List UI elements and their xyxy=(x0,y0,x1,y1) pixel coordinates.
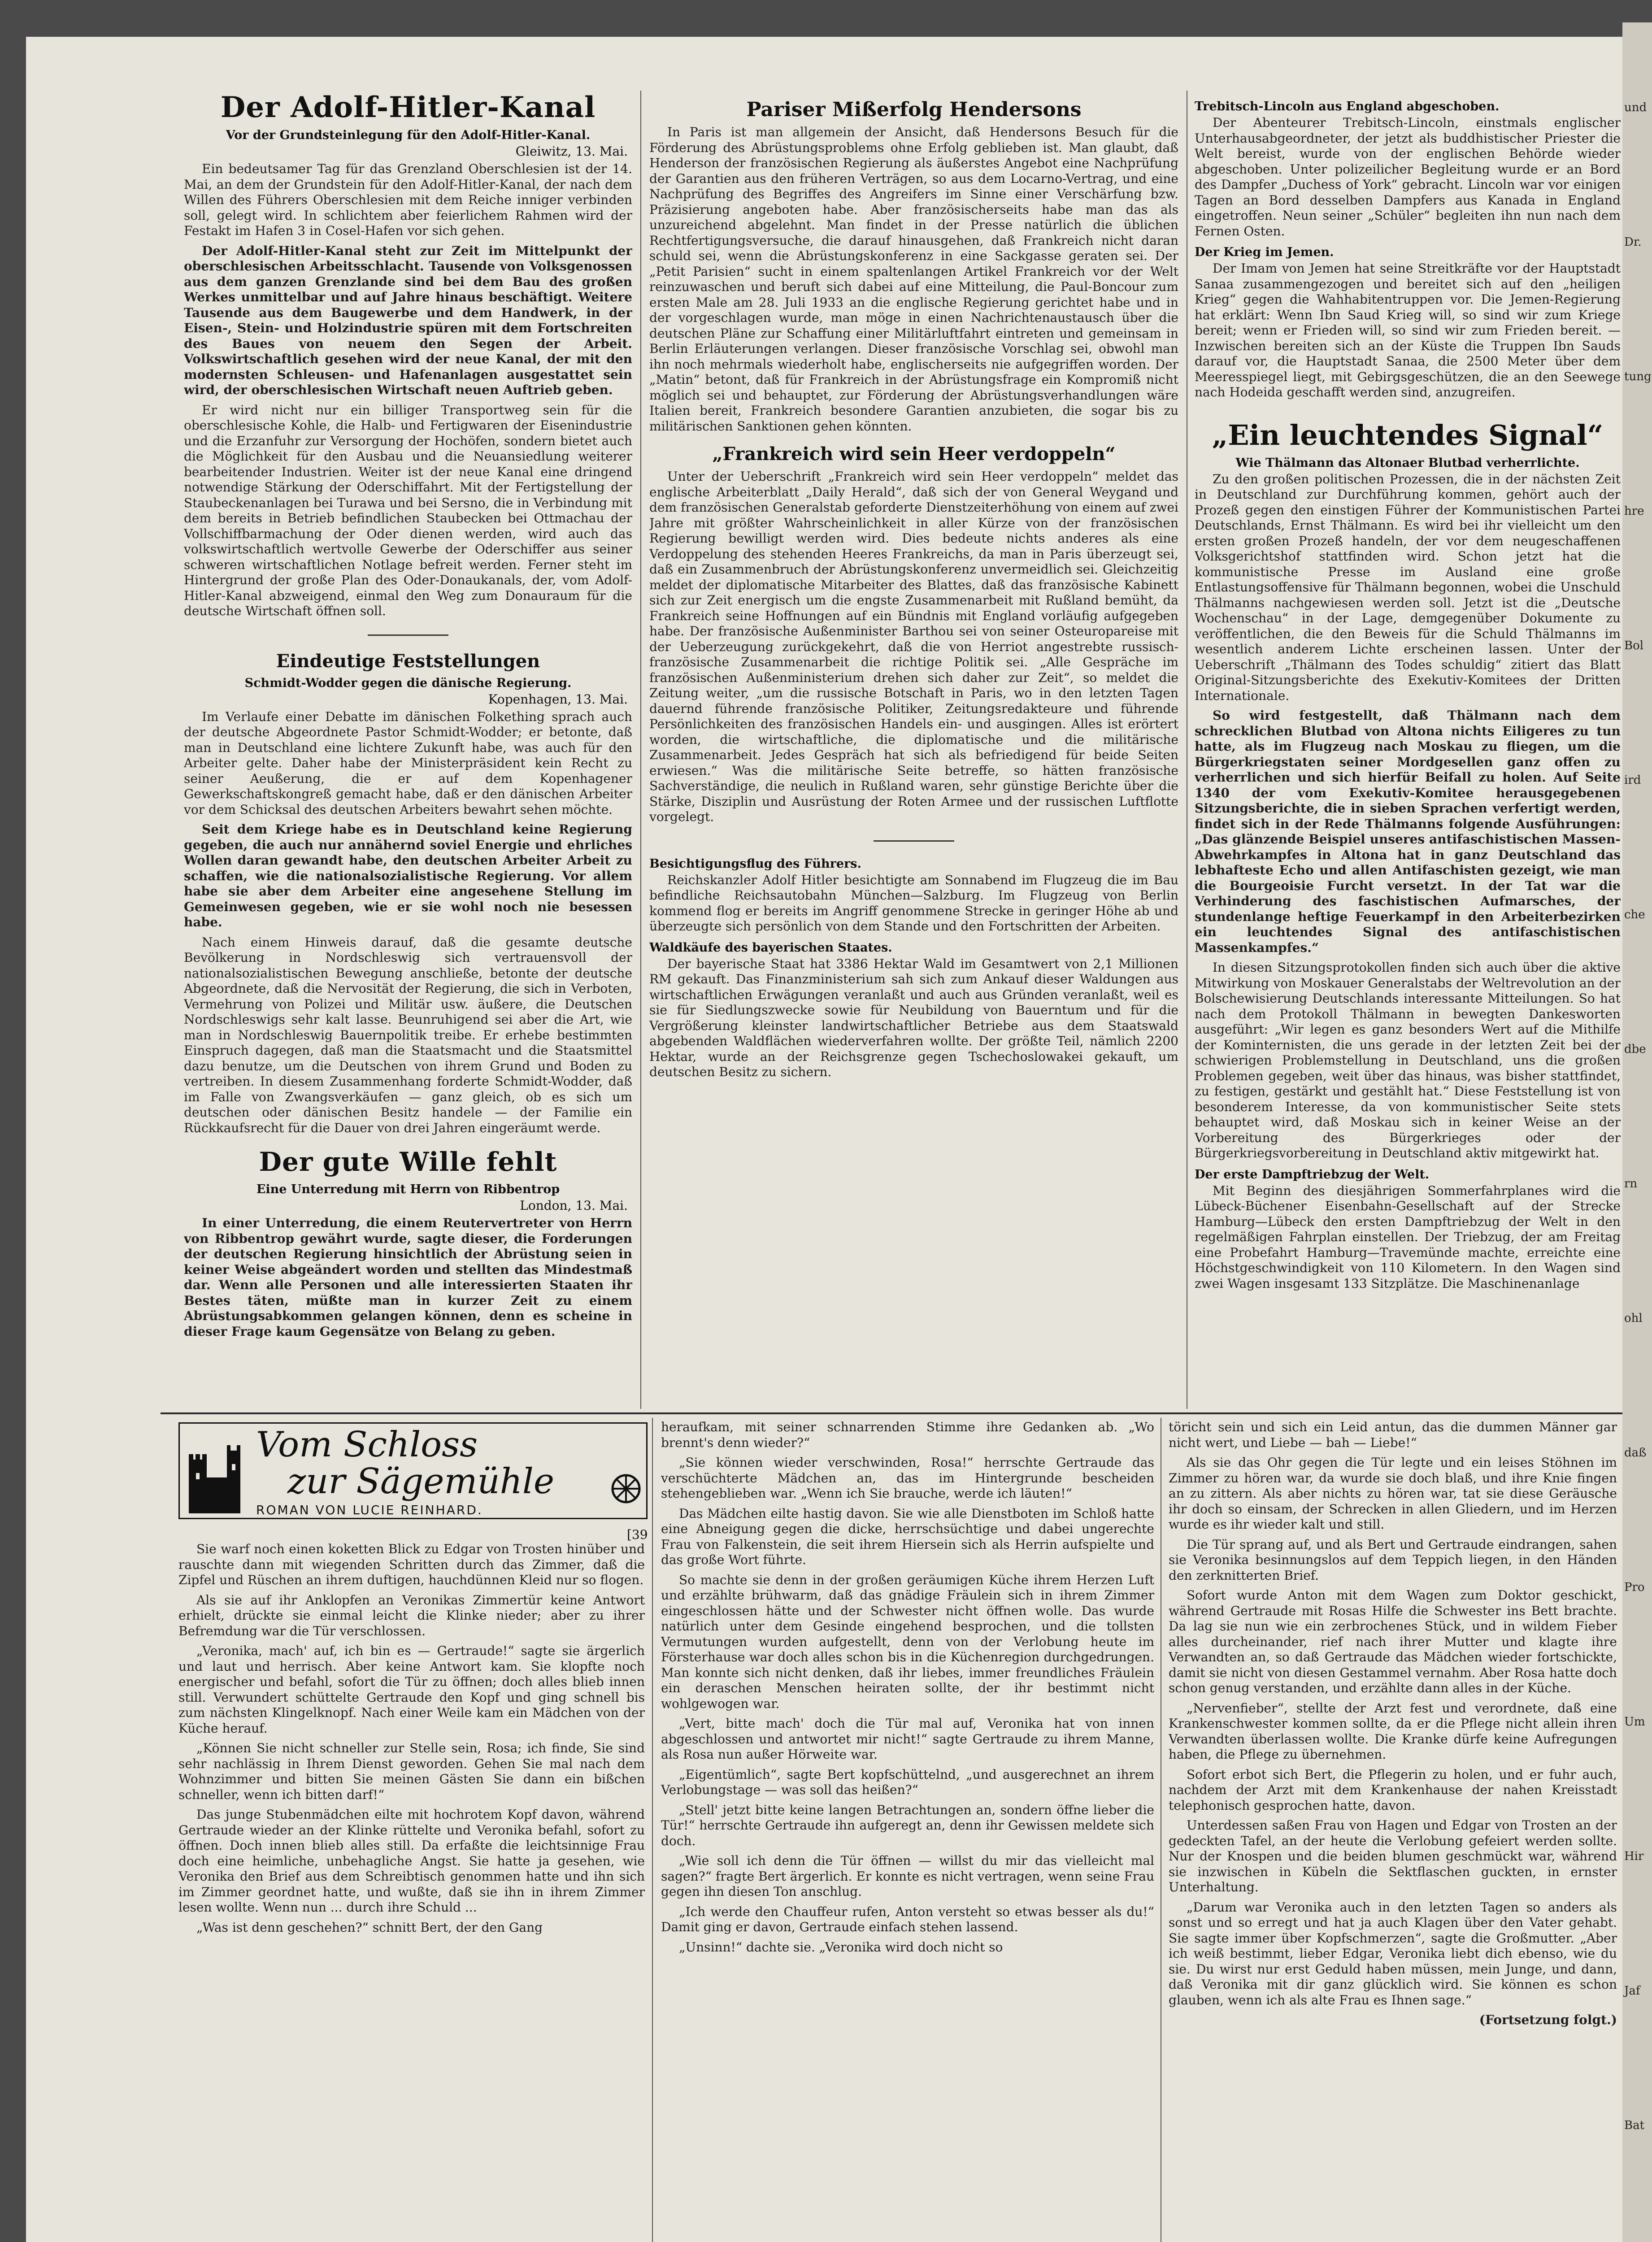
adjacent-page-fragment: Pro xyxy=(1624,1581,1645,1594)
paragraph: In Paris ist man allgemein der Ansicht, daß Hendersons Besuch für die Förderung des Abrüstungsproblems ohne Erfolg geblieben ist. Man glaubt, daß Henderson der französischen Regierung als äußerstes Angebot eine Nachprüfung der Garantien aus den früheren Verträgen, so aus dem Locarno-Vertrag, und eine Nachprüfung des Begriffes des Angreifers im Sinne einer Verschärfung bzw. Präzisierung angeboten habe. Aber französischerseits habe man das als unzureichend abgelehnt. Man findet in der Presse natürlich die üblichen Rechtfertigungsversuche, die darauf hinausgehen, daß Frankreich nicht daran schuld sei, wenn die Abrüstungskonferenz in eine Sackgasse geraten sei. Der „Petit Parisien“ sucht in einem spaltenlangen Artikel Frankreich vor der Welt reinzuwaschen und beruft sich dabei auf eine Mitteilung, die Paul-Boncour zum ersten Male am 28. Juli 1933 an die englische Regierung gerichtet habe und in der vorgeschlagen wurde, man möge in einen Nachrichtenaustausch über die deutschen Pläne zur Schaffung einer Militärluftfahrt eintreten und gemeinsam in Berlin Erläuterungen verlangen. Dieser französische Vorschlag sei, obwohl man ihn noch mehrmals wiederholt habe, englischerseits nie aufgegriffen worden. Der „Matin“ betont, daß für Frankreich in der Abrüstungsfrage ein Kompromiß nicht möglich sei und behauptet, zur Förderung der Abrüstungsverhandlungen wäre Italien bereit, Frankreich besondere Garantien anzubieten, die sogar bis zu militärischen Sanktionen gehen könnten. xyxy=(649,125,1178,434)
novel-paragraph: „Nervenfieber“, stellte der Arzt fest und verordnete, daß eine Krankenschwester kommen sollte, da er die Pflege nicht allein ihren Verwandten überlassen wollte. Die Kranke dürfe keine Aufregungen haben, die Pflege zu übernehmen. xyxy=(1169,1700,1617,1762)
novel-paragraph: Sofort erbot sich Bert, die Pflegerin zu holen, und er fuhr auch, nachdem der Arzt mit dem Krankenhause der nahen Kreisstadt telephonisch gesprochen hatte, davon. xyxy=(1169,1767,1617,1813)
column-3 xyxy=(1195,95,1621,1409)
section-head-jemen: Der Krieg im Jemen. xyxy=(1195,245,1334,259)
adjacent-page-fragment: dbe xyxy=(1624,1043,1646,1056)
paragraph: Der bayerische Staat hat 3386 Hektar Wald im Gesamtwert von 2,1 Millionen RM gekauft. Das Finanzministerium sah sich zum Ankauf dieser Waldungen aus wirtschaftlichen Erwägungen veranlaßt und auch aus Gründen veranlaßt, weil es sie für Siedlungszwecke sowie für Neubildung von Bauerntum und für die Vergrößerung kleinster landwirtschaftlicher Betriebe aus dem Staatswald abgebenden Waldflächen wiederverfahren wollte. Der größte Teil, nämlich 2200 Hektar, wurde an der Reichsgrenze gegen Tschechoslowakei gekauft, um deutschen Besitz zu sichern. xyxy=(649,956,1178,1079)
novel-title-line-2: zur Sägemühle xyxy=(287,1461,554,1502)
adjacent-page-fragment: che xyxy=(1624,908,1645,921)
adjacent-page-fragment: Um xyxy=(1624,1715,1645,1729)
novel-paragraph: heraufkam, mit seiner schnarrenden Stimme ihre Gedanken ab. „Wo brennt's denn wieder?“ xyxy=(661,1420,1154,1450)
novel-title xyxy=(256,1426,554,1500)
novel-paragraph: „Darum war Veronika auch in den letzten Tagen so anders als sonst und so erregt und hat ja auch Klagen über den Vater gehabt. Sie sagte immer über Kopfschmerzen“, sagte die Großmutter. „Aber ich weiß bestimmt, lieber Edgar, Veronika liebt dich ebenso, wie du sie. Du wirst nur erst Geduld haben müssen, mein Junge, und dann, daß Veronika mit dir ganz glücklich wird. Sie können es schon glauben, wenn ich als alte Frau es Ihnen sage.“ xyxy=(1169,1899,1617,2007)
separator xyxy=(368,634,448,636)
adjacent-page-fragment: hre xyxy=(1624,504,1644,518)
installment-number: [39 xyxy=(627,1527,648,1542)
adjacent-page-fragment: Hir xyxy=(1624,1850,1644,1863)
section-head-wald: Waldkäufe des bayerischen Staates. xyxy=(649,940,892,955)
headline-feststellungen: Eindeutige Feststellungen xyxy=(276,650,540,672)
adjacent-page-fragment: Dr. xyxy=(1624,235,1642,249)
novel-column-2 xyxy=(661,1420,1154,2242)
novel-paragraph: „Eigentümlich“, sagte Bert kopfschüttelnd, „und ausgerechnet an ihrem Verlobungstage — was soll das heißen?“ xyxy=(661,1767,1154,1797)
novel-paragraph: „Sie können wieder verschwinden, Rosa!“ herrschte Gertraude das verschüchterte Mädchen an, das im Hintergrunde bescheiden stehengeblieben war. „Wenn ich Sie brauche, werde ich läuten!“ xyxy=(661,1455,1154,1501)
novel-paragraph: Die Tür sprang auf, und als Bert und Gertraude eindrangen, sahen sie Veronika besinnungslos auf dem Teppich liegen, in den Händen den zerknitterten Brief. xyxy=(1169,1537,1617,1583)
novel-paragraph: Sie warf noch einen koketten Blick zu Edgar von Trosten hinüber und rauschte dann mit wiegenden Schritten durch das Zimmer, daß die Zipfel und Rüschen an ihrem duftigen, hauchdünnen Kleid nur so flogen. xyxy=(178,1542,645,1587)
novel-paragraph: Das junge Stubenmädchen eilte mit hochrotem Kopf davon, während Gertraude wieder an der Klinke rüttelte und Veronika befahl, sofort zu öffnen. Doch innen blieb alles still. Da erfaßte die leichtsinnige Frau doch eine heimliche, unbehagliche Angst. Sie hatte ja gesehen, wie Veronika den Brief aus dem Schreibtisch genommen hatte und ihn sich im Zimmer geordnet hatte, und wußte, daß sie ihn in ihrem Zimmer lesen wollte. Wenn nun ... durch ihre Schuld ... xyxy=(178,1807,645,1915)
adjacent-page-fragment: tung xyxy=(1624,370,1652,383)
adjacent-page-fragment: Bol xyxy=(1624,639,1644,652)
newspaper-page xyxy=(26,37,1625,2242)
section-head-dampftriebzug: Der erste Dampftriebzug der Welt. xyxy=(1195,1167,1430,1182)
novel-paragraph: „Können Sie nicht schneller zur Stelle sein, Rosa; ich finde, Sie sind sehr nachlässig in Ihrem Dienst geworden. Gehen Sie mal nach dem Wohnzimmer und bitten Sie meinen Gästen Sie dann ein bißchen schneller, wenn ich bitten darf!“ xyxy=(178,1741,645,1802)
adjacent-page-fragment xyxy=(1624,2193,1650,2242)
adjacent-page-fragment: rn xyxy=(1624,1177,1638,1191)
headline-guter-wille: Der gute Wille fehlt xyxy=(259,1147,557,1177)
paragraph-bold: In einer Unterredung, die einem Reutervertreter von Herrn von Ribbentrop gewährt wurde, sagte dieser, die Forderungen der deutschen Regierung hinsichtlich der Abrüstung seien in keiner Weise abgeändert worden und stellten das Mindestmaß dar. Wenn alle Personen und alle interessierten Staaten ihr Bestes täten, müßte man in kurzer Zeit zu einem Abrüstungsabkommen gelangen können, denn es scheine in dieser Frage kaum Gegensätze von Belang zu geben. xyxy=(184,1216,632,1339)
dateline-feststellungen: Kopenhagen, 13. Mai. xyxy=(488,691,628,707)
novel-paragraph: So machte sie denn in der großen geräumigen Küche ihrem Herzen Luft und erzählte brühwarm, daß das gnädige Fräulein sich in ihrem Zimmer eingeschlossen hätte und der Schwester nicht öffnen wolle. Das wurde natürlich unter dem Gesinde eingehend besprochen, und die tollsten Vermutungen wurden aufgestellt, denn von der Verlobung heute im Försterhause war doch alles schon bis in die Küchenregion durchgedrungen. Man konnte sich nicht denken, daß ihr liebes, immer freundliches Fräulein ein deraschen Menschen heiraten sollte, der ihr bestimmt nicht wohlgewogen war. xyxy=(661,1572,1154,1711)
novel-title-box xyxy=(178,1422,648,1519)
paragraph-bold: Seit dem Kriege habe es in Deutschland keine Regierung gegeben, die auch nur annähernd soviel Energie und ehrliches Wollen daran gewandt habe, den deutschen Arbeiter Arbeit zu schaffen, wie die nationalsozialistische Regierung. Vor allem habe sie aber dem Arbeiter eine angesehene Stellung im Gemeinwesen gegeben, wie er sie wohl noch nie besessen habe. xyxy=(184,822,632,930)
column-1 xyxy=(184,91,632,1410)
dateline-guter-wille: London, 13. Mai. xyxy=(520,1198,628,1213)
subhead-guter-wille: Eine Unterredung mit Herrn von Ribbentrop xyxy=(256,1182,560,1196)
adjacent-page-fragment: daß xyxy=(1624,1446,1647,1460)
novel-column-1 xyxy=(178,1542,645,2242)
paragraph-bold: So wird festgestellt, daß Thälmann nach dem schrecklichen Blutbad von Altona nichts Eiligeres zu tun hatte, als im Flugzeug nach Moskau zu fliegen, um die Bürgerkriegstaten seiner Mordgesellen ganz offen zu verherrlichen und sich hierfür Beifall zu holen. Auf Seite 1340 der vom Exekutiv-Komitee herausgegebenen Sitzungsberichte, die in sieben Sprachen verfertigt werden, findet sich in der Rede Thälmanns folgende Ausführungen: „Das glänzende Beispiel unseres antifaschistischen Massen-Abwehrkampfes in Altona hat in ganz Deutschland das lebhafteste Echo und allen Antifaschisten gezeigt, wie man die Bourgeoisie Furcht versetzt. In der Tat war die Verhinderung des faschistischen Aufmarsches, der stundenlange heftige Feuerkampf in den Arbeiterbezirken ein leuchtendes Signal des antifaschistischen Massenkampfes.“ xyxy=(1195,708,1621,955)
subhead-kanal: Vor der Grundsteinlegung für den Adolf-Hitler-Kanal. xyxy=(226,128,591,142)
paragraph: Er wird nicht nur ein billiger Transportweg sein für die oberschlesische Kohle, die Halb- und Fertigwaren der Eisenindustrie und die Erzanfuhr zur Versorgung der Hochöfen, sondern bietet auch die Möglichkeit für den Ausbau und die Neuansiedlung weiterer bearbeitender Industrien. Weiter ist der neue Kanal eine dringend notwendige Stärkung der Oderschiffahrt. Mit der Fertigstellung der Staubeckenanlagen bei Turawa und bei Sersno, die in Verbindung mit dem bereits in Betrieb befindlichen Staubecken bei Ottmachau der Vollschiffbarmachung der Oder dienen werden, wird auch das volkswirtschaftlich wertvolle Gewerbe der Oderschiffer aus seiner schweren wirtschaftlichen Notlage befreit werden. Ferner steht im Hintergrund der große Plan des Oder-Donaukanals, der, vom Adolf-Hitler-Kanal abzweigend, einmal den Weg zum Donauraum für die deutsche Wirtschaft öffnen soll. xyxy=(184,402,632,618)
paragraph-bold: Der Adolf-Hitler-Kanal steht zur Zeit im Mittelpunkt der oberschlesischen Arbeitsschlacht. Tausende von Volksgenossen aus dem ganzen Grenzlande sind bei dem Bau des großen Werkes unmittelbar und auf Jahre hinaus beschäftigt. Weitere Tausende aus dem Baugewerbe und dem Handwerk, in der Eisen-, Stein- und Holzindustrie spüren mit dem Fortschreiten des Baues von neuem den Segen der Arbeit. Volkswirtschaftlich gesehen wird der neue Kanal, der mit den modernsten Schleusen- und Hafenanlagen ausgestattet sein wird, der oberschlesischen Wirtschaft neuen Auftrieb geben. xyxy=(184,243,632,397)
novel-paragraph: Als sie auf ihr Anklopfen an Veronikas Zimmertür keine Antwort erhielt, drückte sie einmal leicht die Klinke nieder; aber zu ihrer Befremdung war die Tür verschlossen. xyxy=(178,1592,645,1638)
separator xyxy=(874,840,954,842)
section-head-flug: Besichtigungsflug des Führers. xyxy=(649,856,861,871)
paragraph: Der Abenteurer Trebitsch-Lincoln, einstmals englischer Unterhausabgeordneter, der jetzt als buddhistischer Priester die Welt bereist, wurde von der englischen Behörde wieder abgeschoben. Unter polizeilicher Begleitung wurde er an Bord des Dampfer „Duchess of York“ gebracht. Lincoln war vor einigen Tagen an Bord desselben Dampfers aus Kanada in England eingetroffen. Neun seiner „Schüler“ begleiten ihn nun nach dem Fernen Osten. xyxy=(1195,115,1621,239)
column-2 xyxy=(649,100,1178,1409)
novel-column-3 xyxy=(1169,1420,1617,2242)
novel-paragraph: „Ich werde den Chauffeur rufen, Anton versteht so etwas besser als du!“ Damit ging er davon, Gertraude einfach stehen lassend. xyxy=(661,1904,1154,1934)
novel-paragraph: töricht sein und sich ein Leid antun, das die dummen Männer gar nicht wert, und Liebe — bah — Liebe!“ xyxy=(1169,1420,1617,1450)
headline-kanal: Der Adolf-Hitler-Kanal xyxy=(220,91,596,124)
section-rule xyxy=(161,1412,1625,1414)
column-rule xyxy=(640,91,641,1409)
adjacent-page-fragment: Bat xyxy=(1624,2119,1645,2132)
paragraph: Reichskanzler Adolf Hitler besichtigte am Sonnabend im Flugzeug die im Bau befindliche Reichsautobahn München—Salzburg. Im Flugzeug von Berlin kommend flog er bereits im Angriff genommene Strecke in geringer Höhe ab und überzeugte sich persönlich von dem Stande und den Fortschritten der Arbeiten. xyxy=(649,872,1178,934)
novel-paragraph: „Vert, bitte mach' doch die Tür mal auf, Veronika hat von innen abgeschlossen und antwortet mir nicht!“ sagte Gertraude zu ihrem Manne, als Rosa nun außer Hörweite war. xyxy=(661,1716,1154,1762)
sawmill-wheel-icon xyxy=(610,1473,642,1504)
subhead-signal: Wie Thälmann das Altonaer Blutbad verherrlichte. xyxy=(1235,456,1580,470)
paragraph: In diesen Sitzungsprotokollen finden sich auch über die aktive Mitwirkung von Moskauer Generalstabs der Weltrevolution an der Bolschewisierung Deutschlands interessante Mitteilungen. So hat nach dem Protokoll Thälmann in bewegten Dankesworten ausgeführt: „Wir legen es ganz besonders Wert auf die Mithilfe der Kominternisten, die uns gerade in der letzten Zeit bei der schwierigen Problemstellung in Deutschland, uns die großen Problemen gegeben, weit über das hinaus, was bisher stattfindet, zu festigen, gestärkt und gestählt hat.“ Diese Feststellung ist von besonderem Interesse, da von kommunistischer Seite stets behauptet wird, daß Moskau sich in keiner Weise an der Vorbereitung des Bürgerkrieges oder der Bürgerkriegsvorbereitung in Deutschland aktiv mitgewirkt hat. xyxy=(1195,960,1621,1160)
novel-author: ROMAN VON LUCIE REINHARD. xyxy=(256,1503,483,1517)
novel-paragraph: „Wie soll ich denn die Tür öffnen — willst du mir das vielleicht mal sagen?“ fragte Bert ärgerlich. Er konnte es nicht vertragen, wenn seine Frau gegen ihn diesen Ton anschlug. xyxy=(661,1853,1154,1899)
paragraph: Zu den großen politischen Prozessen, die in der nächsten Zeit in Deutschland zur Durchführung kommen, gehört auch der Prozeß gegen den einstigen Führer der Kommunistischen Partei Deutschlands, Ernst Thälmann. Es wird bei ihr vielleicht um den ersten großen Prozeß handeln, der vor dem neugeschaffenen Volksgerichtshof stattfinden wird. Schon jetzt hat die kommunistische Presse im Ausland eine große Entlastungsoffensive für Thälmann begonnen, wobei die Unschuld Thälmanns nachgewiesen werden soll. Jetzt ist die „Deutsche Wochenschau“ in der Lage, demgegenüber Dokumente zu veröffentlichen, die den Beweis für die Schuld Thälmanns im wesentlich anderem Lichte erscheinen lassen. Unter der Ueberschrift „Thälmann des Todes schuldig“ zitiert das Blatt Original-Sitzungsberichte des Exekutiv-Komitees der Dritten Internationale. xyxy=(1195,471,1621,703)
dateline-kanal: Gleiwitz, 13. Mai. xyxy=(515,144,628,159)
headline-henderson: Pariser Mißerfolg Hendersons xyxy=(746,100,1082,121)
novel-paragraph: Unterdessen saßen Frau von Hagen und Edgar von Trosten an der gedeckten Tafel, an der heute die Verlobung gefeiert werden sollte. Nur der Knospen und die beiden blumen geschmückt war, während sie inzwischen in Kübeln die Sektflaschen guckten, in ernster Unterhaltung. xyxy=(1169,1818,1617,1894)
novel-paragraph: „Was ist denn geschehen?“ schnitt Bert, der den Gang xyxy=(196,1920,543,1935)
continuation-note: (Fortsetzung folgt.) xyxy=(1479,2012,1617,2027)
paragraph: Der Imam von Jemen hat seine Streitkräfte vor der Hauptstadt Sanaa zusammengezogen und bereitet sich auf den „heiligen Krieg“ gegen die Wahhabitentruppen vor. Die Jemen-Regierung hat erklärt: Wenn Ibn Saud Krieg will, so sind wir zum Kriege bereit; wenn er Frieden will, so sind wir zum Frieden bereit. — Inzwischen bereiten sich an der Küste die Truppen Ibn Sauds darauf vor, die Hauptstadt Sanaa, die 2500 Meter über dem Meeresspiegel liegt, mit Gebirgsgeschützen, die an den Seewege nach Hodeida geschafft werden sind, anzugreifen. xyxy=(1195,261,1621,400)
novel-paragraph: Das Mädchen eilte hastig davon. Sie wie alle Dienstboten im Schloß hatte eine Abneigung gegen die dicke, herrschsüchtige und dabei ungerechte Frau von Falkenstein, die seit ihrem Hiersein sich als Herrin aufspielte und das große Wort führte. xyxy=(661,1506,1154,1567)
column-rule xyxy=(652,1418,653,2242)
adjacent-page-edge xyxy=(1622,22,1652,2242)
adjacent-page-fragment: ohl xyxy=(1624,1312,1643,1325)
novel-paragraph: „Stell' jetzt bitte keine langen Betrachtungen an, sondern öffne lieber die Tür!“ herrschte Gertraude ihn aufgeregt an, denn ihr Gewissen meldete sich doch. xyxy=(661,1802,1154,1848)
adjacent-page-fragment: ird xyxy=(1624,773,1641,787)
novel-paragraph: „Unsinn!“ dachte sie. „Veronika wird doch nicht so xyxy=(679,1939,1003,1955)
novel-paragraph: Sofort wurde Anton mit dem Wagen zum Doktor geschickt, während Gertraude mit Rosas Hilfe die Schwester ins Bett brachte. Da lag sie nun wie ein zerbrochenes Stück, und in wildem Fieber alles durcheinander, rief nach ihrer Mutter und klagte ihre Verwandten an, so daß Gertraude das Mädchen wieder fortschickte, damit sie nicht von diesen Gestammel vernahm. Aber Rosa hatte doch schon genug verstanden, und erzählte dann alles in der Küche. xyxy=(1169,1588,1617,1695)
novel-title-line-1: Vom Schloss xyxy=(256,1425,478,1465)
headline-signal: „Ein leuchtendes Signal“ xyxy=(1212,418,1604,452)
novel-paragraph: „Veronika, mach' auf, ich bin es — Gertraude!“ sagte sie ärgerlich und laut und herrisch. Aber keine Antwort kam. Sie klopfte noch energischer und befahl, sofort die Tür zu öffnen; doch alles blieb innen still. Verwundert schüttelte Gertraude den Kopf und ging schnell bis zum nächsten Klingelknopf. Nach einer Weile kam ein Mädchen von der Küche herauf. xyxy=(178,1643,645,1736)
subhead-feststellungen: Schmidt-Wodder gegen die dänische Regierung. xyxy=(244,676,572,690)
adjacent-page-text xyxy=(1622,22,1652,2242)
adjacent-page-fragment: und xyxy=(1624,101,1647,114)
paragraph: Mit Beginn des diesjährigen Sommerfahrplanes wird die Lübeck-Büchener Eisenbahn-Gesellschaft auf der Strecke Hamburg—Lübeck den ersten Dampftriebzug der Welt in den regelmäßigen Fahrplan einstellen. Der Triebzug, der am Freitag eine Probefahrt Hamburg—Travemünde machte, erreichte eine Höchstgeschwindigkeit von 110 Kilometern. In den Wagen sind zwei Wagen insgesamt 133 Sitzplätze. Die Maschinenanlage xyxy=(1195,1183,1621,1291)
headline-frankreich: „Frankreich wird sein Heer verdoppeln“ xyxy=(712,443,1116,465)
paragraph: Nach einem Hinweis darauf, daß die gesamte deutsche Bevölkerung in Nordschleswig sich vertrauensvoll der nationalsozialistischen Bewegung anschließe, betonte der deutsche Abgeordnete, daß die Nervosität der Regierung, die sich in Verboten, Vermehrung von Polizei und Militär usw. äußere, die Deutschen Nordschleswigs sehr kalt lasse. Beunruhigend sei aber die Art, wie man in Nordschleswig Bauernpolitik treibe. Er erhebe bestimmten Einspruch dagegen, daß man die Staatsmacht und die Staatsmittel dazu benutze, um die Deutschen von ihrem Grund und Boden zu vertreiben. In diesem Zusammenhang forderte Schmidt-Wodder, daß im Falle von Zwangsverkäufen — ganz gleich, ob es sich um deutschen oder dänischen Besitz handele — der Familie ein Rückkaufsrecht für die Dauer von drei Jahren eingeräumt werde. xyxy=(184,934,632,1135)
paragraph: Unter der Ueberschrift „Frankreich wird sein Heer verdoppeln“ meldet das englische Arbeiterblatt „Daily Herald“, daß sich der von General Weygand und dem französischen Generalstab geforderte Dienstzeiterhöhung von einem auf zwei Jahre mit größter Wahrscheinlichkeit in aller Kürze von der französischen Regierung bewilligt werden wird. Dies bedeute nichts anderes als eine Verdoppelung des stehenden Heeres Frankreichs, da man in Paris überzeugt sei, daß ein Zusammenbruch der Abrüstungskonferenz unvermeidlich sei. Gleichzeitig meldet der diplomatische Mitarbeiter des Blattes, daß das französische Kabinett sich zur Zeit energisch um die engste Zusammenarbeit mit Rußland bemüht, da Frankreich seine Hoffnungen auf ein Bündnis mit England vorläufig aufgegeben habe. Der französische Außenminister Barthou sei von seiner Osteuropareise mit der Ueberzeugung zurückgekehrt, daß die von Herriot angestrebte russisch-französische Zusammenarbeit die richtige Politik sei. „Alle Gespräche im französischen Außenministerium drehen sich daher zur Zeit“, so meldet die Zeitung weiter, „um die russische Botschaft in Paris, wo in den letzten Tagen dauernd führende französische Politiker, Zeitungsredakteure und führende Persönlichkeiten des französischen Handels ein- und ausgingen. Alles ist erörtert worden, die wirtschaftliche, die diplomatische und die militärische Zusammenarbeit. Jedes Gespräch hat sich als befriedigend für beide Seiten erwiesen.“ Was die militärische Seite betreffe, so hätten französische Sachverständige, die neulich in Rußland waren, sehr günstige Berichte über die Stärke, Disziplin und Ausrüstung der Roten Armee und der russischen Luftflotte vorgelegt. xyxy=(649,469,1178,824)
paragraph: Im Verlaufe einer Debatte im dänischen Folkething sprach auch der deutsche Abgeordnete Pastor Schmidt-Wodder; er betonte, daß man in Deutschland eine lichtere Zukunft habe, was auch für den Arbeiter gelte. Daher habe der Ministerpräsident kein Recht zu seiner Aeußerung, die er auf dem Kopenhagener Gewerkschaftskongreß gemacht habe, daß er den dänischen Arbeiter vor dem Schicksal des deutschen Arbeiters bewahrt sehen möchte. xyxy=(184,709,632,817)
novel-paragraph: Als sie das Ohr gegen die Tür legte und ein leises Stöhnen im Zimmer zu hören war, da wurde sie doch blaß, und ihre Knie fingen an zu zittern. Als aber nichts zu hören war, tat sie diese Geräusche ihr doch so einsam, der Schrecken in allen Gliedern, und im Herzen wurde es ihr wieder kalt und still. xyxy=(1169,1455,1617,1532)
adjacent-page-fragment: Jaf xyxy=(1624,1984,1640,1998)
paragraph: Ein bedeutsamer Tag für das Grenzland Oberschlesien ist der 14. Mai, an dem der Grundstein für den Adolf-Hitler-Kanal, der nach dem Willen des Führers Oberschlesien mit dem Reiche inniger verbinden soll, gelegt wird. In schlichtem aber feierlichem Rahmen wird der Festakt im Hafen 3 in Cosel-Hafen vor sich gehen. xyxy=(184,161,632,238)
castle-icon xyxy=(184,1433,252,1513)
section-head-lincoln: Trebitsch-Lincoln aus England abgeschoben. xyxy=(1195,100,1500,113)
